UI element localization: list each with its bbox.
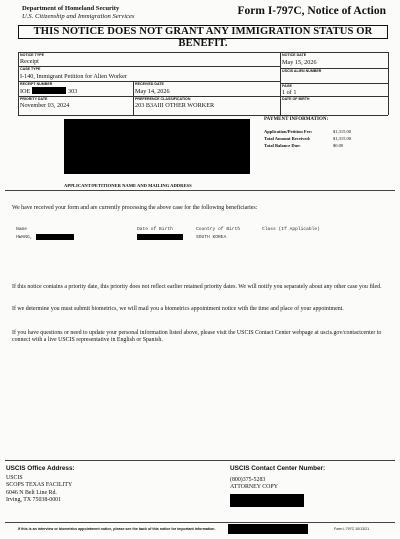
- case-type-value: I-140, Immigrant Petition for Alien Worker: [20, 73, 127, 80]
- case-info-grid: [18, 52, 388, 115]
- redaction-mailing-address: [64, 119, 250, 174]
- notice-date-value: May 15, 2026: [282, 59, 317, 66]
- grid-border-top: [18, 52, 388, 53]
- preference-value: 203 B3AIII OTHER WORKER: [135, 102, 215, 109]
- payment-balance-label: Total Balance Due:: [264, 143, 301, 148]
- office-line-2: SCOPS TEXAS FACILITY: [6, 482, 73, 489]
- page-label: PAGE: [282, 84, 292, 88]
- dob-label: DATE OF BIRTH: [282, 97, 310, 101]
- section-divider-top: [5, 190, 395, 191]
- col-header-name: Name: [16, 227, 28, 232]
- contact-center-title: USCIS Contact Center Number:: [230, 465, 326, 472]
- priority-date-value: November 03, 2024: [20, 102, 70, 109]
- contact-phone: (800)375-5283: [230, 477, 266, 483]
- contact-paragraph: If you have questions or need to update your personal information listed above, please visit the USCIS Contact Center webpage at uscis.gov/contactcenter to connect with a live USCIS representative in English or Spanish.: [12, 330, 382, 344]
- office-line-3: 6046 N Belt Line Rd.: [6, 489, 57, 496]
- priority-date-label: PRIORITY DATE: [20, 97, 48, 101]
- col-header-dob: Date of Birth: [137, 227, 173, 232]
- beneficiary-country: SOUTH KOREA: [196, 235, 227, 240]
- footer-divider: [5, 522, 395, 523]
- receipt-number-label: RECEIPT NUMBER: [20, 82, 53, 86]
- biometrics-paragraph: If we determine you must submit biometrics, we will mail you a biometrics appointment notice with the time and place of your appointment.: [12, 306, 344, 312]
- office-address-title: USCIS Office Address:: [6, 465, 75, 472]
- grid-border-bottom: [18, 115, 388, 116]
- notice-date-label: NOTICE DATE: [282, 53, 307, 57]
- receipt-number-prefix: IOE: [20, 88, 31, 95]
- contact-center-lines: [230, 477, 278, 492]
- notice-type-label: NOTICE TYPE: [20, 53, 44, 57]
- grid-row-1: [18, 66, 280, 67]
- payment-balance-amount: $0.00: [333, 143, 344, 148]
- redaction-beneficiary-name: [36, 234, 74, 240]
- col-header-class: Class (If Applicable): [262, 227, 320, 232]
- payment-fee-amount: $1,315.00: [333, 129, 351, 134]
- grid-border-right: [388, 52, 389, 115]
- receipt-number-suffix: 303: [68, 88, 78, 95]
- office-line-1: USCIS: [6, 475, 23, 481]
- redaction-beneficiary-dob: [137, 234, 183, 240]
- alien-number-label: USCIS ALIEN NUMBER: [282, 69, 322, 73]
- form-id: Form I-797C 10/13/21: [334, 527, 370, 531]
- received-date-label: RECEIVED DATE: [135, 82, 164, 86]
- redaction-attorney: [230, 494, 304, 507]
- preference-label: PREFERENCE CLASSIFICATION: [135, 97, 191, 101]
- agency-name: U.S. Citizenship and Immigration Services: [22, 13, 135, 20]
- department-name: Department of Homeland Security: [22, 5, 120, 12]
- footer-note: If this is an interview or biometrics appointment notice, please see the back of this notice for important information.: [18, 527, 216, 531]
- grid-divider-middle: [133, 81, 134, 115]
- grid-row-r2: [280, 83, 388, 84]
- intro-text: We have received your form and are currently processing the above case for the following beneficiaries:: [12, 205, 258, 211]
- section-divider-bottom: [5, 460, 395, 461]
- notice-type-value: Receipt: [20, 58, 39, 65]
- redaction-footer: [228, 524, 308, 534]
- payment-received-label: Total Amount Received:: [264, 136, 311, 141]
- priority-date-paragraph: If this notice contains a priority date, this priority does not reflect earlier retained priority dates. We will notify you separately about any other case you filed.: [12, 284, 382, 290]
- contact-attorney-copy: ATTORNEY COPY: [230, 484, 278, 491]
- redaction-receipt: [32, 87, 66, 94]
- status-banner: THIS NOTICE DOES NOT GRANT ANY IMMIGRATION STATUS OR BENEFIT.: [18, 25, 388, 39]
- col-header-country: Country of Birth: [196, 227, 241, 232]
- case-type-label: CASE TYPE: [20, 67, 41, 71]
- form-title: Form I-797C, Notice of Action: [237, 5, 386, 17]
- payment-received-amount: $1,315.00: [333, 136, 351, 141]
- payment-fee-label: Application/Petition Fee:: [264, 129, 313, 134]
- office-line-4: Irving, TX 75038-0001: [6, 497, 62, 504]
- received-date-value: May 14, 2026: [135, 88, 170, 95]
- beneficiary-name: HWANG,: [16, 235, 33, 240]
- applicant-header: APPLICANT/PETITIONER NAME AND MAILING ADDRESS: [64, 183, 192, 188]
- page-value: 1 of 1: [282, 89, 297, 96]
- grid-border-left: [18, 52, 19, 115]
- payment-title: PAYMENT INFORMATION:: [264, 117, 329, 122]
- office-address-lines: [6, 475, 72, 505]
